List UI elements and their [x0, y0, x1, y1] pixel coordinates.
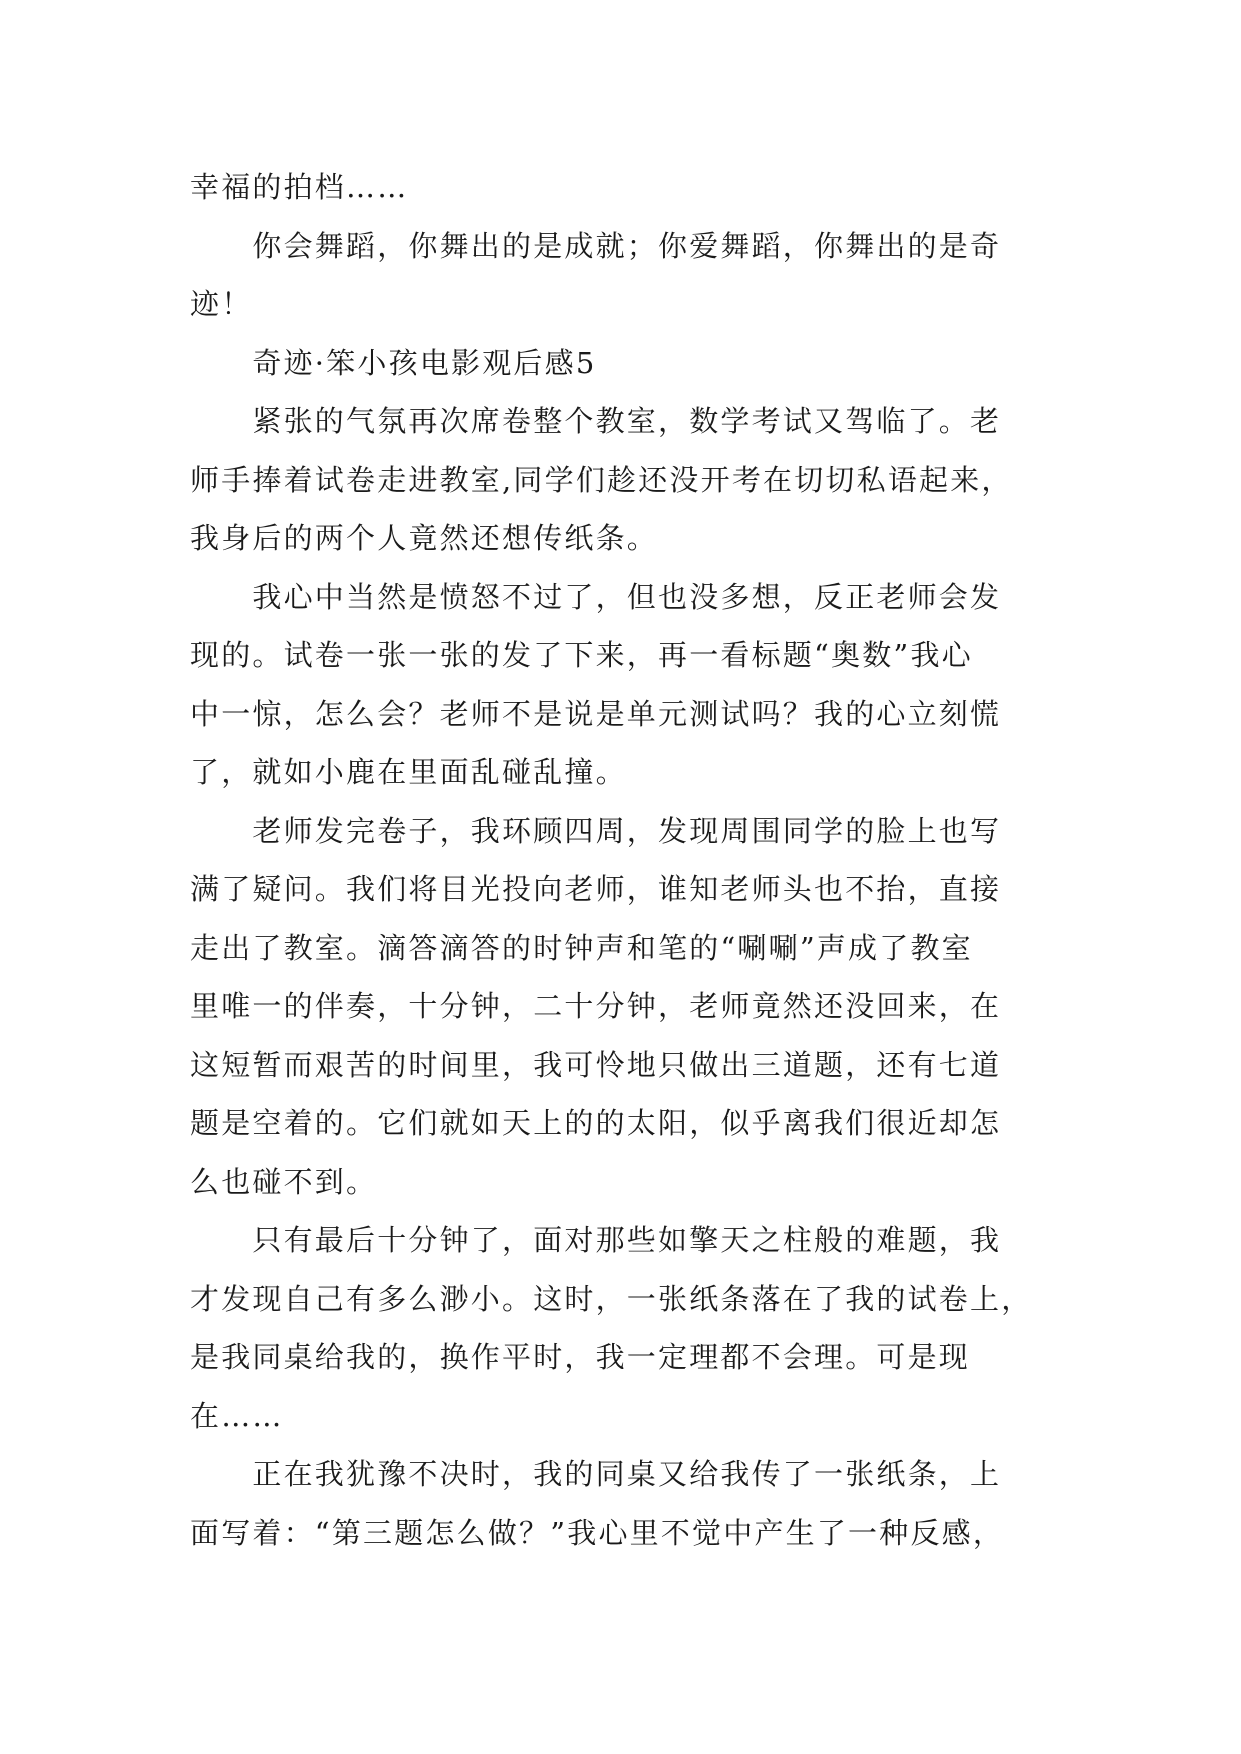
- text-line-13: 满了疑问。我们将目光投向老师，谁知老师头也不抬，直接: [190, 872, 1002, 906]
- text-line-22: 在……: [190, 1398, 284, 1433]
- essay-text: [190, 158, 1052, 1562]
- text-line-14: 走出了教室。滴答滴答的时钟声和笔的“唰唰”声成了教室: [190, 930, 973, 965]
- text-line-23: 正在我犹豫不决时，我的同桌又给我传了一张纸条，上: [190, 1457, 1002, 1491]
- text-line-6: 师手捧着试卷走进教室,同学们趁还没开考在切切私语起来，: [190, 462, 1013, 497]
- text-line-2: 你会舞蹈，你舞出的是成就；你爱舞蹈，你舞出的是奇: [190, 228, 1002, 263]
- text-line-20: 才发现自己有多么渺小。这时，一张纸条落在了我的试卷上，: [190, 1281, 1033, 1316]
- text-line-8: 我心中当然是愤怒不过了，但也没多想，反正老师会发: [190, 579, 1002, 614]
- text-line-10: 中一惊，怎么会？老师不是说是单元测试吗？我的心立刻慌: [190, 696, 1002, 731]
- text-line-5: 紧张的气氛再次席卷整个教室，数学考试又驾临了。老: [190, 404, 1002, 438]
- text-line-9: 现的。试卷一张一张的发了下来，再一看标题“奥数”我心: [190, 638, 973, 672]
- text-line-7: 我身后的两个人竟然还想传纸条。: [190, 521, 659, 555]
- text-line-15: 里唯一的伴奏，十分钟，二十分钟，老师竟然还没回来，在: [190, 989, 1002, 1023]
- text-line-1: 幸福的拍档……: [190, 170, 409, 204]
- text-line-21: 是我同桌给我的，换作平时，我一定理都不会理。可是现: [190, 1340, 971, 1374]
- text-line-19: 只有最后十分钟了，面对那些如擎天之柱般的难题，我: [190, 1223, 1002, 1257]
- text-line-11: 了，就如小鹿在里面乱碰乱撞。: [190, 755, 627, 789]
- text-line-3: 迹！: [190, 287, 253, 321]
- section-heading: 奇迹·笨小孩电影观后感5: [190, 345, 597, 380]
- text-line-24: 面写着：“第三题怎么做？”我心里不觉中产生了一种反感，: [190, 1515, 1005, 1550]
- text-line-16: 这短暂而艰苦的时间里，我可怜地只做出三道题，还有七道: [190, 1047, 1002, 1082]
- text-line-12: 老师发完卷子，我环顾四周，发现周围同学的脸上也写: [190, 813, 1002, 848]
- text-line-17: 题是空着的。它们就如天上的的太阳，似乎离我们很近却怎: [190, 1106, 1002, 1140]
- text-line-18: 么也碰不到。: [190, 1164, 378, 1199]
